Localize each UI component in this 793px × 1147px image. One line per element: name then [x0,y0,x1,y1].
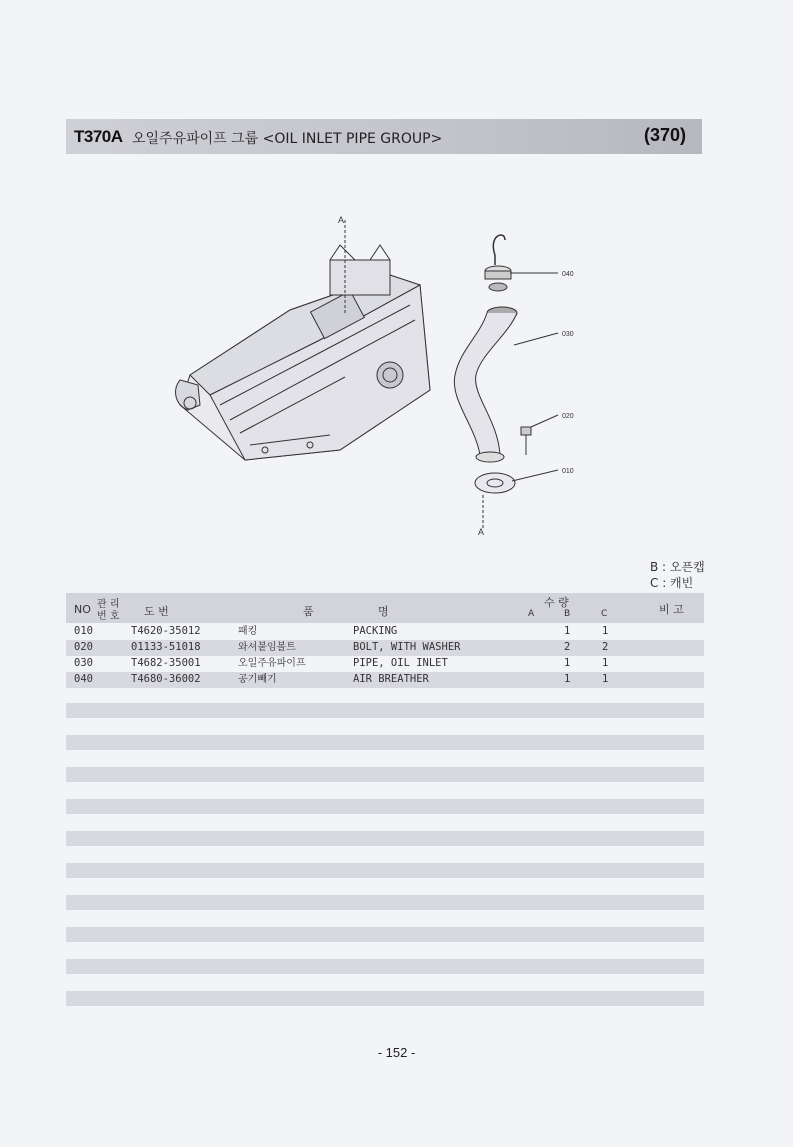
callout-040: 040 [562,271,574,278]
group-title: 오일주유파이프 그룹 <OIL INLET PIPE GROUP> [132,131,443,147]
header-drawing-no: 도 번 [144,605,169,618]
row-part-no: T4682-35001 [131,657,201,669]
empty-row-band [66,703,704,718]
header-remarks: 비 고 [659,603,684,616]
header-part-name-1: 품 [303,605,314,618]
header-qty-a: A [528,609,535,619]
table-row [66,672,704,688]
section-number: (370) [643,125,686,145]
empty-table-rows [66,703,704,1023]
header-qty: 수 량 [544,596,569,609]
air-breather-illustration [485,235,511,291]
header-qty-c: C [601,609,608,619]
row-name-kr: 공기빼기 [238,674,277,685]
row-part-no: T4680-36002 [131,673,201,685]
row-qty-b: 1 [564,673,571,685]
row-name-kr: 오일주유파이프 [238,658,306,669]
empty-row-band [66,895,704,910]
transmission-housing-illustration [176,215,430,460]
row-part-no: T4620-35012 [131,625,201,637]
row-no: 040 [74,673,93,685]
row-name-kr: 패킹 [238,626,258,637]
table-row [66,624,704,640]
row-qty-b: 2 [564,641,571,653]
row-no: 020 [74,641,93,653]
row-name-en: PACKING [353,625,398,637]
header-qty-b: B [564,609,571,619]
row-name-en: BOLT, WITH WASHER [353,641,461,653]
callout-010: 010 [562,468,574,475]
empty-row-band [66,735,704,750]
parts-diagram [150,205,610,545]
legend-b: B : 오픈캡 [650,560,705,574]
callout-020: 020 [562,413,574,420]
table-row [66,656,704,672]
svg-text:A: A [478,527,485,537]
row-no: 030 [74,657,93,669]
callout-030: 030 [562,331,574,338]
row-qty-c: 1 [602,657,609,669]
header-part-name-2: 명 [378,605,389,618]
header-mgmt-bottom: 번 호 [97,611,120,622]
bolt-illustration [521,427,531,455]
empty-row-band [66,831,704,846]
row-name-en: PIPE, OIL INLET [353,657,448,669]
table-row [66,640,704,656]
group-code: T370A [74,127,123,146]
empty-row-band [66,767,704,782]
table-header [66,593,704,623]
empty-row-band [66,927,704,942]
empty-row-band [66,863,704,878]
svg-text:A: A [338,215,345,225]
row-name-en: AIR BREATHER [353,673,429,685]
oil-inlet-pipe-illustration [454,307,517,493]
row-qty-c: 1 [602,625,609,637]
title-bar [66,119,702,154]
row-qty-b: 1 [564,657,571,669]
legend-c: C : 캐빈 [650,576,694,590]
row-part-no: 01133-51018 [131,641,201,653]
row-qty-b: 1 [564,625,571,637]
row-no: 010 [74,625,93,637]
parts-table [66,624,704,688]
page-number: - 152 - [377,1045,416,1060]
row-qty-c: 1 [602,673,609,685]
header-no: NO [74,603,91,616]
empty-row-band [66,959,704,974]
empty-row-band [66,991,704,1006]
row-name-kr: 와셔붙임볼트 [238,642,296,653]
row-qty-c: 2 [602,641,609,653]
legend [650,559,705,591]
empty-row-band [66,799,704,814]
header-mgmt-top: 관 리 [97,599,120,610]
